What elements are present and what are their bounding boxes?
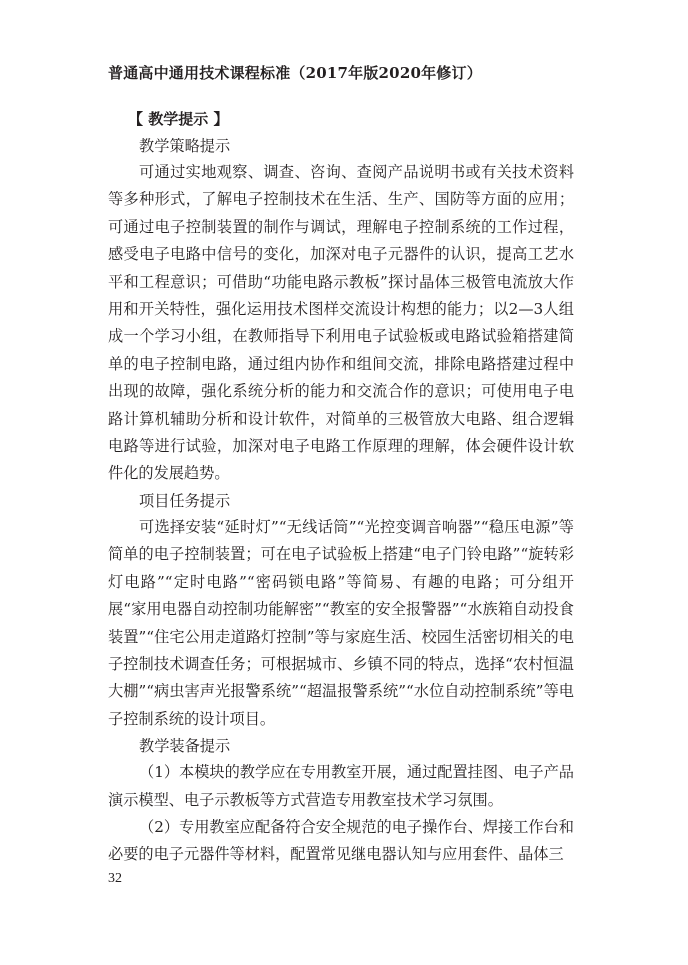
running-header: 普通高中通用技术课程标准（2017年版2020年修订） bbox=[108, 64, 482, 82]
subheading-teaching-strategy: 教学策略提示 bbox=[139, 137, 231, 155]
paragraph-equipment-item-2: （2）专用教室应配备符合安全规范的电子操作台、焊接工作台和必要的电子元器件等材料，配置常见继电器认知与应用套件、晶体三 bbox=[108, 817, 574, 864]
paragraph-project-tasks: 可选择安装“延时灯”“无线话筒”“光控变调音响器”“稳压电源”等简单的电子控制装置；可在电子试验板上搭建“电子门铃电路”“旋转彩灯电路”“定时电路”“密码锁电路”等简易、有趣的电路；可分组开展“家用电器自动控制功能解密”“教室的安全报警器”“水族箱自动投食装置”“住宅公用走道路灯控制”等与家庭生活、校园生活密切相关的电子控制技术调查任务；可根据城市、乡镇不同的特点，选择“农村恒温大棚”“病虫害声光报警系统”“超温报警系统”“水位自动控制系统”等电子控制系统的设计项目。 bbox=[108, 517, 574, 728]
subheading-teaching-equipment: 教学装备提示 bbox=[139, 737, 231, 756]
paragraph-equipment-item-1: （1）本模块的教学应在专用教室开展，通过配置挂图、电子产品演示模型、电子示教板等方式营造专用教室技术学习氛围。 bbox=[108, 763, 574, 809]
page-number: 32 bbox=[108, 871, 122, 886]
page-body bbox=[108, 105, 574, 869]
section-heading-teaching-tips: 【 教学提示 】 bbox=[128, 110, 229, 128]
paragraph-teaching-strategy: 可通过实地观察、调查、咨询、查阅产品说明书或有关技术资料等多种形式，了解电子控制技术在生活、生产、国防等方面的应用；可通过电子控制装置的制作与调试，理解电子控制系统的工作过程，感受电子电路中信号的变化，加深对电子元器件的认识，提高工艺水平和工程意识；可借助“功能电路示教板”探讨晶体三极管电流放大作用和开关特性，强化运用技术图样交流设计构想的能力；以2—3人组成一个学习小组，在教师指导下利用电子试验板或电路试验箱搭建简单的电子控制电路，通过组内协作和组间交流，排除电路搭建过程中出现的故障，强化系统分析的能力和交流合作的意识；可使用电子电路计算机辅助分析和设计软件，对简单的三极管放大电路、组合逻辑电路等进行试验，加深对电子电路工作原理的理解，体会硬件设计软件化的发展趋势。 bbox=[108, 163, 574, 483]
subheading-project-tasks: 项目任务提示 bbox=[139, 491, 231, 510]
